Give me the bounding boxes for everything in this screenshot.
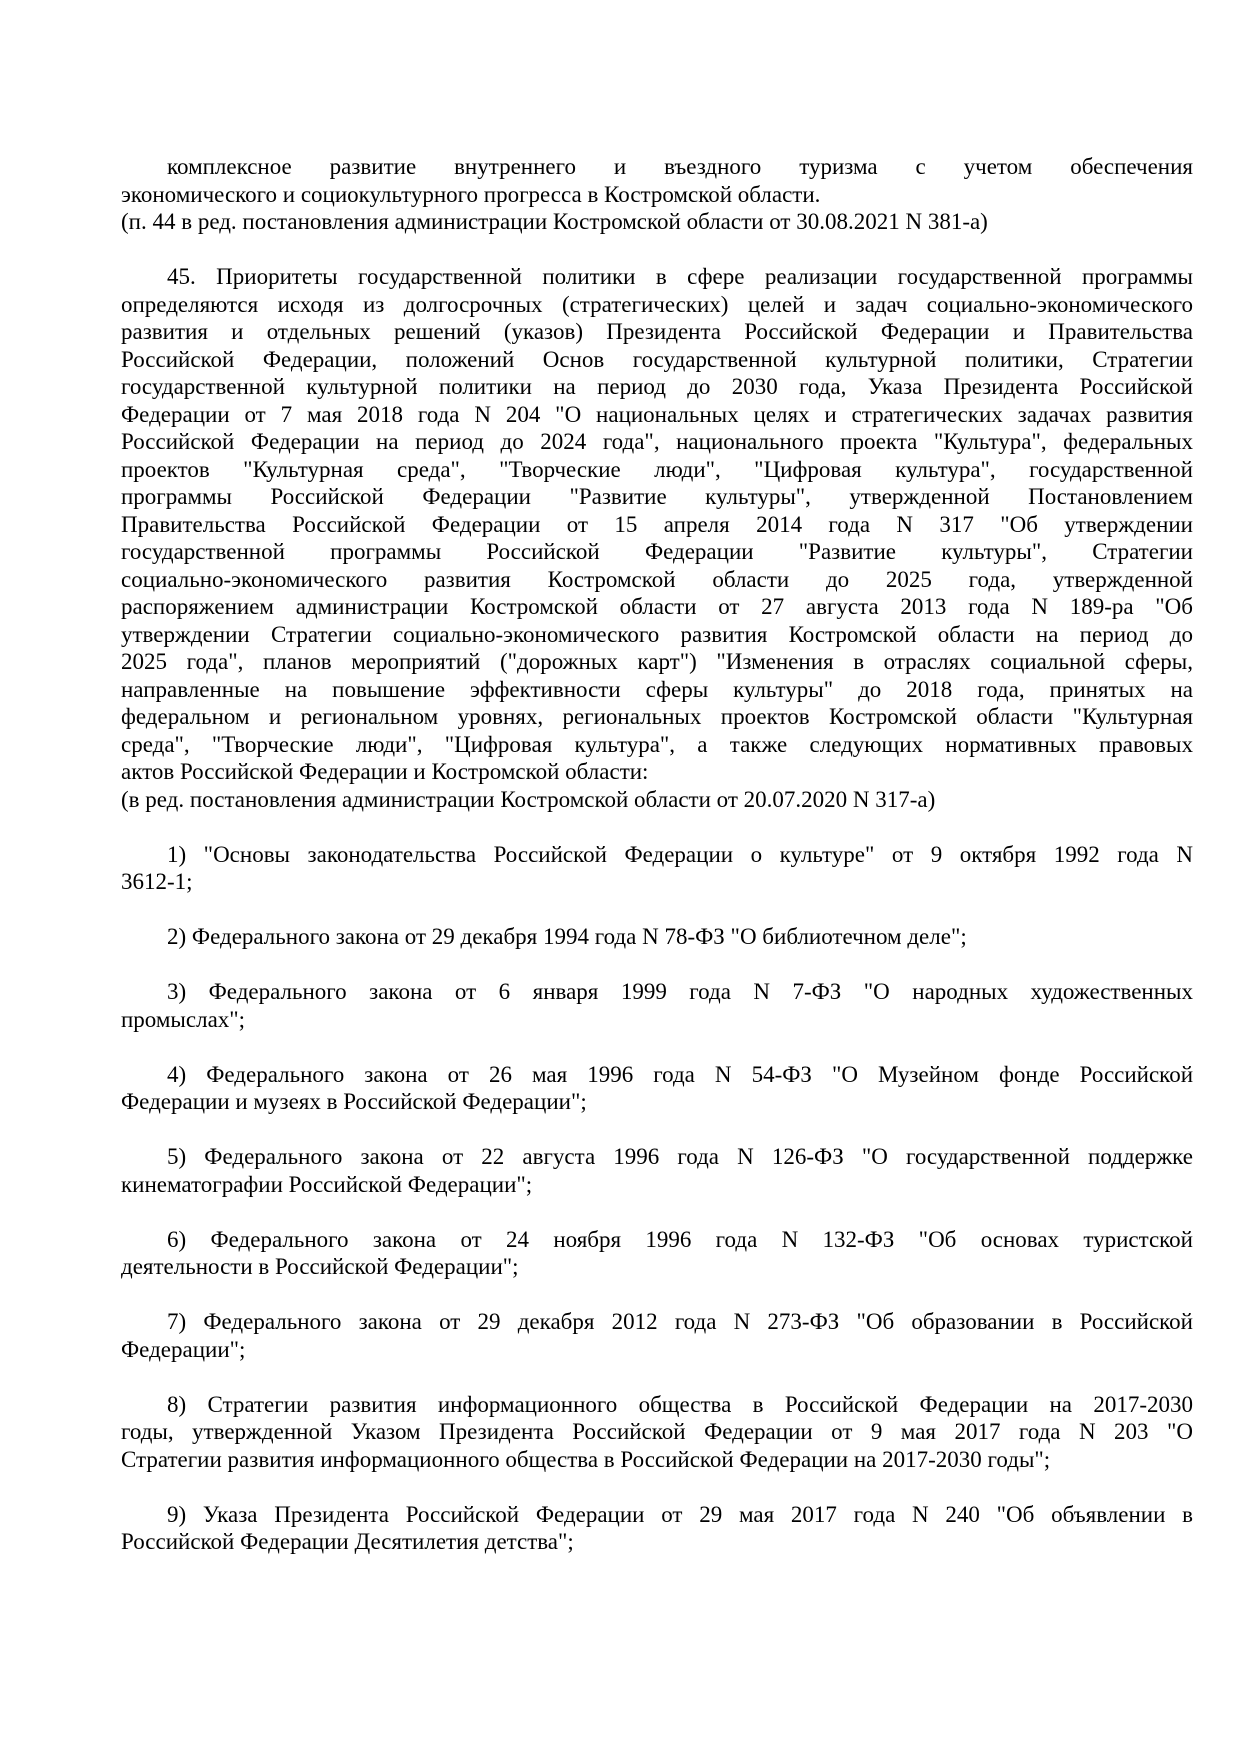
text-line: Федерации и музеях в Российской Федерации"; bbox=[121, 1089, 587, 1114]
paragraph bbox=[121, 1143, 1193, 1198]
paragraph bbox=[121, 1391, 1193, 1474]
text-line: 3) Федерального закона от 6 января 1999 года N 7-ФЗ "О народных художественных bbox=[167, 979, 1193, 1004]
text-line: Стратегии развития информационного общества в Российской Федерации на 2017-2030 годы"; bbox=[121, 1446, 1051, 1472]
paragraph bbox=[121, 841, 1193, 896]
text-line: государственной культурной политики на период до 2030 года, Указа Президента Российской bbox=[121, 374, 1193, 399]
text-line: социально-экономического развития Костромской области до 2025 года, утвержденной bbox=[121, 566, 1193, 592]
text-line: распоряжением администрации Костромской области от 27 августа 2013 года N 189-ра "Об bbox=[121, 594, 1193, 619]
paragraph bbox=[121, 923, 1193, 951]
paragraph bbox=[121, 1061, 1193, 1116]
text-line: (п. 44 в ред. постановления администрации Костромской области от 30.08.2021 N 381-а) bbox=[121, 209, 988, 234]
text-line: 1) "Основы законодательства Российской Федерации о культуре" от 9 октября 1992 года N bbox=[167, 841, 1193, 867]
text-line: 3612-1; bbox=[121, 869, 193, 894]
text-line: Федерации"; bbox=[121, 1336, 246, 1362]
text-line: 45. Приоритеты государственной политики в сфере реализации государственной программы bbox=[167, 264, 1193, 289]
text-line: утверждении Стратегии социально-экономического развития Костромской области на период до bbox=[121, 621, 1193, 647]
text-line: кинематографии Российской Федерации"; bbox=[121, 1171, 533, 1197]
text-line: Российской Федерации, положений Основ государственной культурной политики, Стратегии bbox=[121, 346, 1193, 372]
text-line: 7) Федерального закона от 29 декабря 2012 года N 273-ФЗ "Об образовании в Российской bbox=[167, 1309, 1193, 1334]
text-line: 2) Федерального закона от 29 декабря 1994 года N 78-ФЗ "О библиотечном деле"; bbox=[167, 924, 967, 949]
paragraph bbox=[121, 263, 1193, 813]
text-line: развития и отдельных решений (указов) Президента Российской Федерации и Правительства bbox=[121, 319, 1193, 344]
text-line: проектов "Культурная среда", "Творческие люди", "Цифровая культура", государственной bbox=[121, 456, 1193, 482]
text-line: комплексное развитие внутреннего и въездного туризма с учетом обеспечения bbox=[167, 154, 1193, 179]
text-line: годы, утвержденной Указом Президента Российской Федерации от 9 мая 2017 года N 203 "О bbox=[121, 1419, 1193, 1444]
text-line: Российской Федерации на период до 2024 года", национального проекта "Культура", федеральных bbox=[121, 429, 1193, 454]
text-line: деятельности в Российской Федерации"; bbox=[121, 1254, 519, 1279]
text-line: направленные на повышение эффективности сферы культуры" до 2018 года, принятых на bbox=[121, 676, 1193, 702]
text-line: 2025 года", планов мероприятий ("дорожных карт") "Изменения в отраслях социальной сферы, bbox=[121, 649, 1193, 674]
paragraph bbox=[121, 1308, 1193, 1363]
text-line: федеральном и региональном уровнях, региональных проектов Костромской области "Культурная bbox=[121, 704, 1193, 729]
document-page bbox=[121, 153, 1193, 1583]
text-line: 9) Указа Президента Российской Федерации от 29 мая 2017 года N 240 "Об объявлении в bbox=[167, 1501, 1193, 1527]
text-line: определяются исходя из долгосрочных (стратегических) целей и задач социально-экономического bbox=[121, 291, 1193, 317]
paragraph bbox=[121, 978, 1193, 1033]
text-line: (в ред. постановления администрации Костромской области от 20.07.2020 N 317-а) bbox=[121, 786, 936, 812]
text-line: Российской Федерации Десятилетия детства"; bbox=[121, 1529, 574, 1554]
paragraph bbox=[121, 1226, 1193, 1281]
text-line: промыслах"; bbox=[121, 1006, 246, 1032]
text-line: среда", "Творческие люди", "Цифровая культура", а также следующих нормативных правовых bbox=[121, 731, 1193, 757]
text-line: 6) Федерального закона от 24 ноября 1996 года N 132-ФЗ "Об основах туристской bbox=[167, 1226, 1193, 1252]
text-line: 4) Федерального закона от 26 мая 1996 года N 54-ФЗ "О Музейном фонде Российской bbox=[167, 1061, 1193, 1087]
text-line: Федерации от 7 мая 2018 года N 204 "О национальных целях и стратегических задачах развития bbox=[121, 401, 1193, 427]
paragraph bbox=[121, 1501, 1193, 1556]
text-line: экономического и социокультурного прогресса в Костромской области. bbox=[121, 181, 821, 207]
text-line: программы Российской Федерации "Развитие культуры", утвержденной Постановлением bbox=[121, 484, 1193, 509]
text-line: 8) Стратегии развития информационного общества в Российской Федерации на 2017-2030 bbox=[167, 1391, 1193, 1417]
text-line: государственной программы Российской Федерации "Развитие культуры", Стратегии bbox=[121, 539, 1193, 564]
paragraph bbox=[121, 153, 1193, 236]
text-line: актов Российской Федерации и Костромской области: bbox=[121, 759, 649, 784]
text-line: Правительства Российской Федерации от 15 апреля 2014 года N 317 "Об утверждении bbox=[121, 511, 1193, 537]
text-line: 5) Федерального закона от 22 августа 1996 года N 126-ФЗ "О государственной поддержке bbox=[167, 1144, 1193, 1169]
